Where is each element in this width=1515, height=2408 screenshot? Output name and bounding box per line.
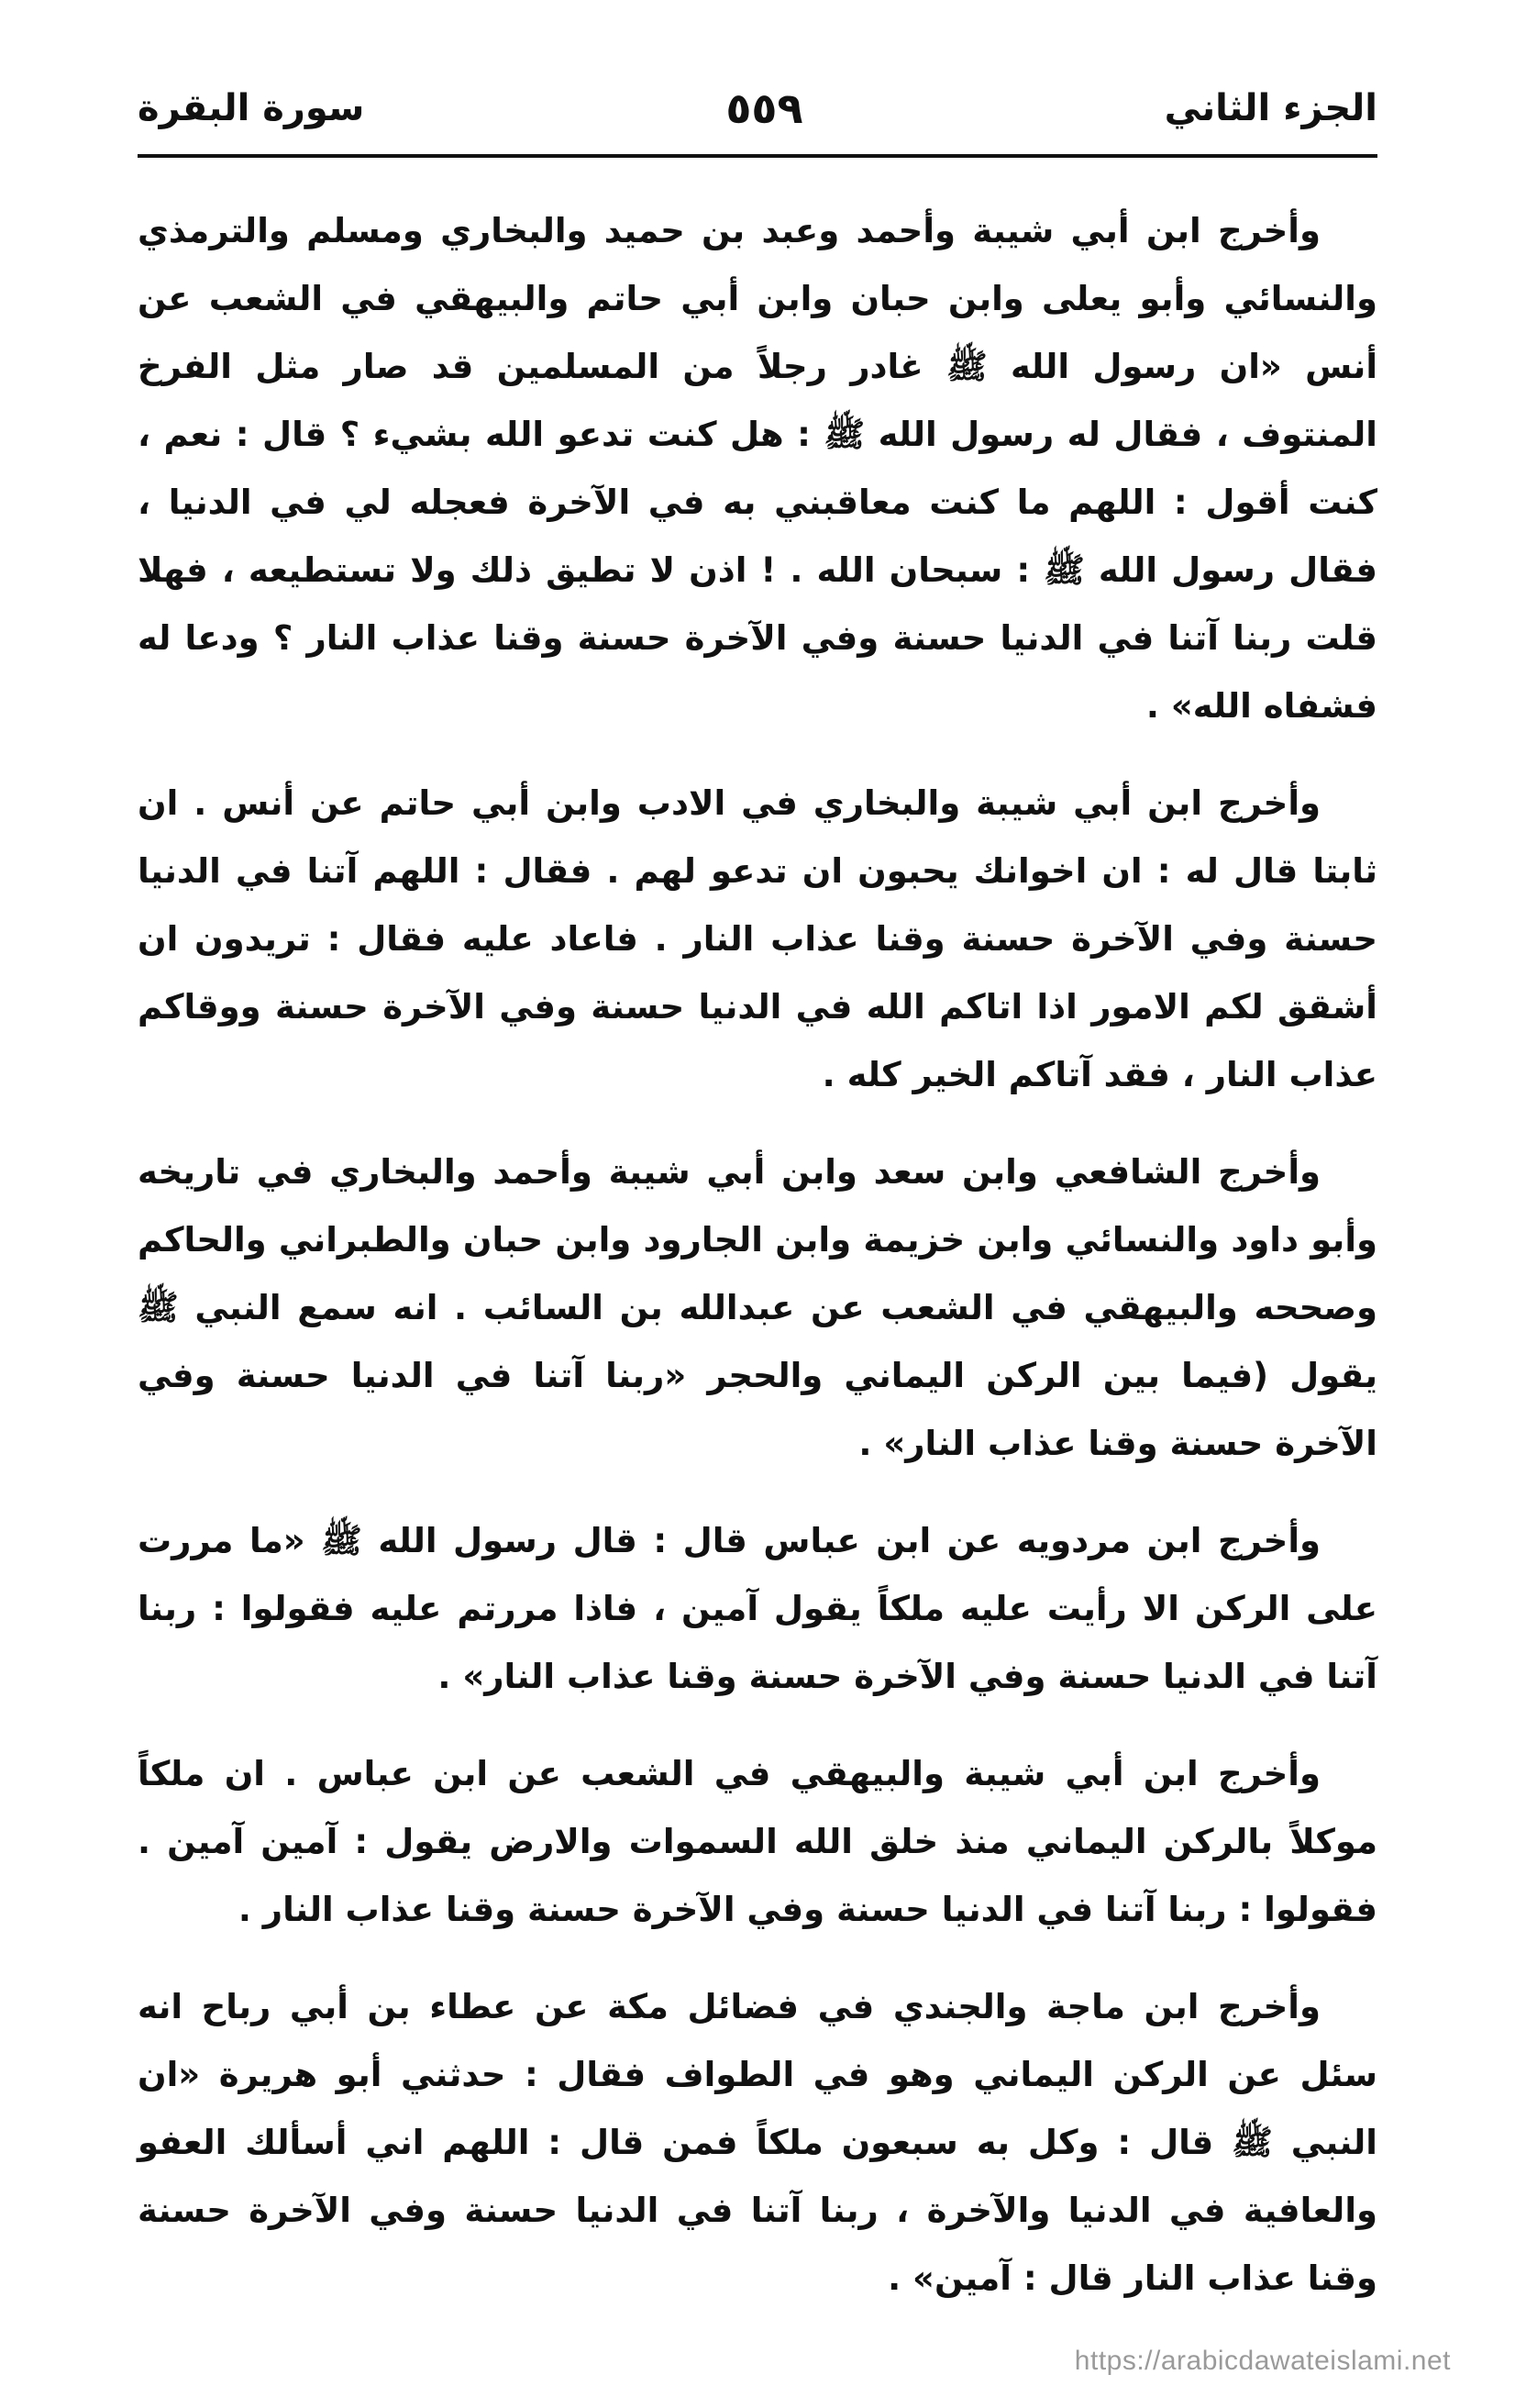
- page-body: [138, 197, 1377, 2342]
- paragraph-2: وأخرج ابن أبي شيبة والبخاري في الادب وابن أبي حاتم عن أنس . ان ثابتا قال له : ان اخوانك يحبون ان تدعو لهم . فقال : اللهم آتنا في الدنيا حسنة وفي الآخرة حسنة وقنا عذاب النار . فاعاد عليه فقال : تريدون ان أشقق لكم الامور اذا اتاكم الله في الدنيا حسنة وفي الآخرة حسنة ووقاكم عذاب النار ، فقد آتاكم الخير كله .: [138, 783, 1377, 1094]
- paragraph-4: وأخرج ابن مردويه عن ابن عباس قال : قال رسول الله ﷺ «ما مررت على الركن الا رأيت عليه ملكاً يقول آمين ، فاذا مررتم عليه فقولوا : ربنا آتنا في الدنيا حسنة وفي الآخرة حسنة وقنا عذاب النار» .: [138, 1521, 1377, 1696]
- paragraph-1: وأخرج ابن أبي شيبة وأحمد وعبد بن حميد والبخاري ومسلم والترمذي والنسائي وأبو يعلى وابن حبان وابن أبي حاتم والبيهقي في الشعب عن أنس «ان رسول الله ﷺ غادر رجلاً من المسلمين قد صار مثل الفرخ المنتوف ، فقال له رسول الله ﷺ : هل كنت تدعو الله بشيء ؟ قال : نعم ، كنت أقول : اللهم ما كنت معاقبني به في الآخرة فعجله لي في الدنيا ، فقال رسول الله ﷺ : سبحان الله . ! اذن لا تطيق ذلك ولا تستطيعه ، فهلا قلت ربنا آتنا في الدنيا حسنة وفي الآخرة حسنة وقنا عذاب النار ؟ ودعا له فشفاه الله» .: [138, 211, 1377, 726]
- running-header: [138, 72, 1377, 145]
- source-watermark: https://arabicdawateislami.net: [1074, 2346, 1451, 2376]
- part-label: الجزء الثاني: [1164, 87, 1377, 129]
- header-divider: [138, 154, 1377, 158]
- paragraph-6: وأخرج ابن ماجة والجندي في فضائل مكة عن عطاء بن أبي رباح انه سئل عن الركن اليماني وهو في الطواف فقال : حدثني أبو هريرة «ان النبي ﷺ قال : وكل به سبعون ملكاً فمن قال : اللهم اني أسألك العفو والعافية في الدنيا والآخرة ، ربنا آتنا في الدنيا حسنة وفي الآخرة حسنة وقنا عذاب النار قال : آمين» .: [138, 1987, 1377, 2298]
- paragraph-3: وأخرج الشافعي وابن سعد وابن أبي شيبة وأحمد والبخاري في تاريخه وأبو داود والنسائي وابن خزيمة وابن الجارود وابن حبان والطبراني والحاكم وصححه والبيهقي في الشعب عن عبدالله بن السائب . انه سمع النبي ﷺ يقول (فيما بين الركن اليماني والحجر «ربنا آتنا في الدنيا حسنة وفي الآخرة حسنة وقنا عذاب النار» .: [138, 1152, 1377, 1463]
- surah-title: سورة البقرة: [138, 87, 365, 129]
- paragraph-5: وأخرج ابن أبي شيبة والبيهقي في الشعب عن ابن عباس . ان ملكاً موكلاً بالركن اليماني منذ خلق الله السموات والارض يقول : آمين آمين . فقولوا : ربنا آتنا في الدنيا حسنة وفي الآخرة حسنة وقنا عذاب النار .: [138, 1754, 1377, 1929]
- page-number: ٥٥٩: [725, 83, 803, 133]
